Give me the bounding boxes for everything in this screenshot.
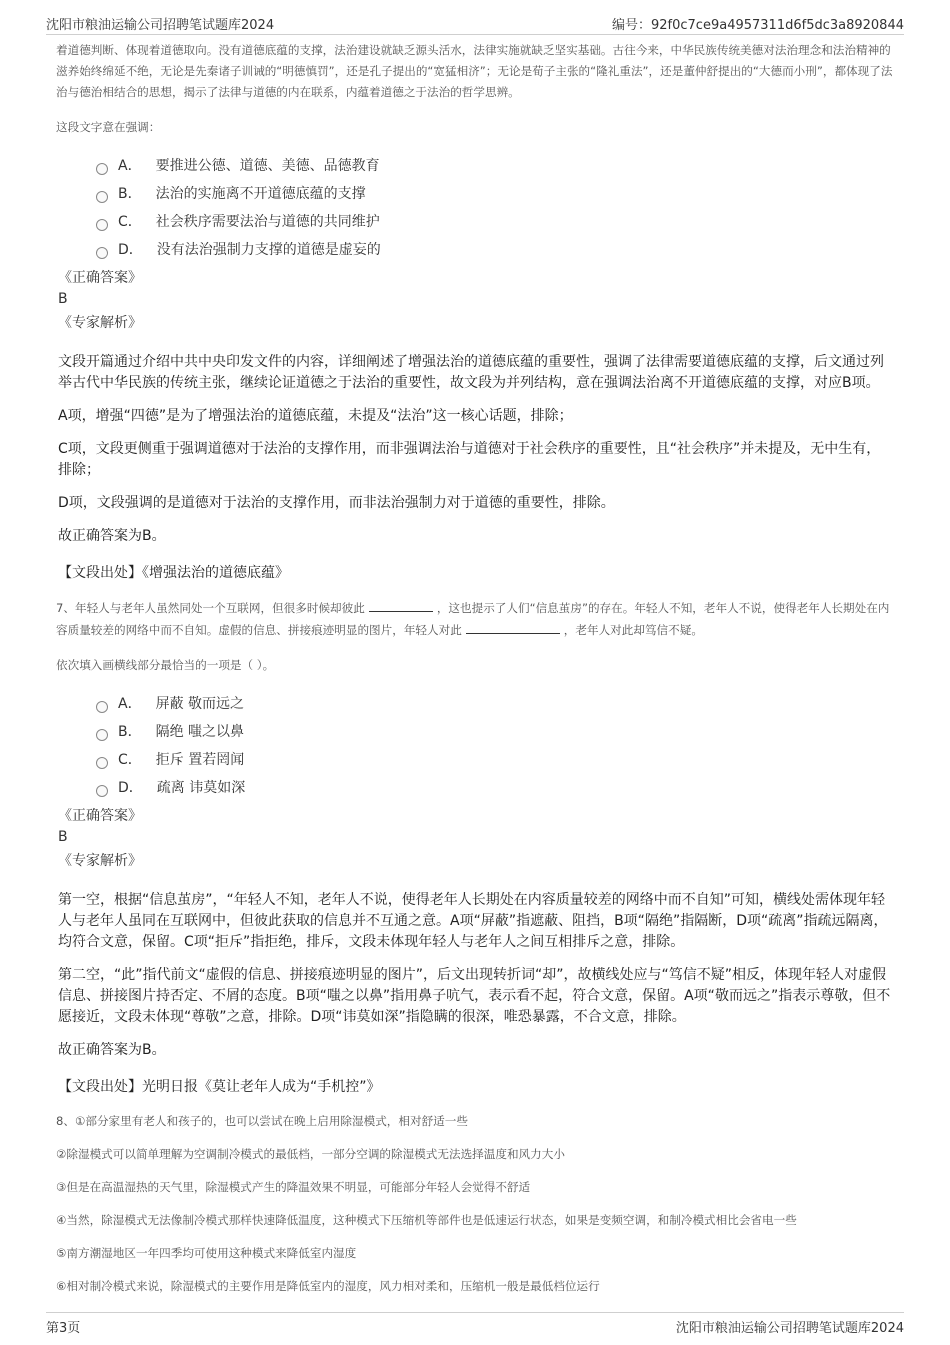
q8-item-6: ⑥相对制冷模式来说，除湿模式的主要作用是降低室内的湿度，风力相对柔和，压缩机一般是最低档位运行 [56,1279,600,1293]
q6-ask: 这段文字意在强调： [56,120,161,134]
q6-option-a[interactable]: A． 要推进公德、道德、美德、品德教育 [96,152,894,180]
header-title: 沈阳市粮油运输公司招聘笔试题库2024 [46,18,275,33]
footer-title: 沈阳市粮油运输公司招聘笔试题库2024 [675,1321,904,1336]
page-footer [46,1312,904,1337]
radio-icon[interactable] [96,191,108,203]
q7-option-a[interactable]: A． 屏蔽 敬而远之 [96,690,894,718]
q6-source: 【文段出处】《增强法治的道德底蕴》 [58,565,289,581]
q6-option-b[interactable]: B． 法治的实施离不开道德底蕴的支撑 [96,180,894,208]
radio-icon[interactable] [96,163,108,175]
q7-option-c[interactable]: C． 拒斥 置若罔闻 [96,746,894,774]
q7-option-b[interactable]: B． 隔绝 嗤之以鼻 [96,718,894,746]
q7-options [96,690,894,802]
q8-item-4: ④当然，除湿模式无法像制冷模式那样快速降低温度，这种模式下压缩机等部件也是低速运行状态，如果是变频空调，和制冷模式相比会省电一些 [56,1213,797,1227]
page-header [46,12,904,35]
blank-line [369,597,433,612]
q6-explanation-4: D项，文段强调的是道德对于法治的支撑作用，而非法治强制力对于道德的重要性，排除。 [58,495,615,511]
q7-explanation-2: 第二空，“此”指代前文“虚假的信息、拼接痕迹明显的图片”，后文出现转折词“却”，故横线处应与“笃信不疑”相反，体现年轻人对虚假信息、拼接图片持否定、不屑的态度。B项“嗤之以鼻”指用鼻子吭气，表示看不起，符合文意，保留。A项“敬而远之”指表示尊敬，但不愿接近，文段未体现“尊敬”之意，排除。D项“讳莫如深”指隐瞒的很深，唯恐暴露，不合文意，排除。 [58,967,891,1025]
q7-answer-label: 《正确答案》 [58,808,142,824]
q8-item-3: ③但是在高温湿热的天气里，除湿模式产生的降温效果不明显，可能部分年轻人会觉得不舒适 [56,1180,531,1194]
q6-option-c[interactable]: C． 社会秩序需要法治与道德的共同维护 [96,208,894,236]
q6-options [96,152,894,264]
q7-explanation-1: 第一空，根据“信息茧房”，“年轻人不知，老年人不说，使得老年人长期处在内容质量较差的网络中而不自知”可知，横线处需体现年轻人与老年人虽同在互联网中，但彼此获取的信息并不互通之意。A项“屏蔽”指遮蔽、阻挡，B项“隔绝”指隔断，D项“疏离”指疏远隔离，均符合文意，保留。C项“拒斥”指拒绝，排斥，文段未体现年轻人与老年人之间互相排斥之意，排除。 [58,892,888,950]
q7-analysis-label: 《专家解析》 [58,853,142,869]
q7-explanation-3: 故正确答案为B。 [58,1042,166,1058]
q8-item-2: ②除湿模式可以简单理解为空调制冷模式的最低档，一部分空调的除湿模式无法选择温度和风力大小 [56,1147,565,1161]
q7-answer: B [58,829,68,845]
q7-option-d[interactable]: D． 疏离 讳莫如深 [96,774,894,802]
document-code: 编号：92f0c7ce9a4957311d6f5dc3a8920844 [612,18,904,33]
q8-item-1: 8、①部分家里有老人和孩子的，也可以尝试在晚上启用除湿模式，相对舒适一些 [56,1114,468,1128]
q6-passage: 着道德判断、体现着道德取向。没有道德底蕴的支撑，法治建设就缺乏源头活水，法律实施就缺乏坚实基础。古往今来，中华民族传统美德对法治理念和法治精神的滋养始终绵延不绝，无论是先秦诸子训诫的“明德慎罚”，还是孔子提出的“宽猛相济”；无论是荀子主张的“隆礼重法”，还是董仲舒提出的“大德而小刑”，都体现了法治与德治相结合的思想，揭示了法律与道德的内在联系，内蕴着道德之于法治的哲学思辨。 [56,43,893,99]
page-number: 第3页 [46,1321,81,1336]
q6-analysis-label: 《专家解析》 [58,315,142,331]
q7-ask: 依次填入画横线部分最恰当的一项是（ ）。 [56,658,275,672]
q6-answer: B [58,291,68,307]
radio-icon[interactable] [96,757,108,769]
radio-icon[interactable] [96,219,108,231]
radio-icon[interactable] [96,729,108,741]
q7-source: 【文段出处】光明日报《莫让老年人成为“手机控”》 [58,1079,381,1095]
radio-icon[interactable] [96,247,108,259]
q6-explanation-1: 文段开篇通过介绍中共中央印发文件的内容，详细阐述了增强法治的道德底蕴的重要性，强调了法律需要道德底蕴的支撑，后文通过列举古代中华民族的传统主张，继续论证道德之于法治的重要性，故文段为并列结构，意在强调法治离不开道德底蕴的支撑，对应B项。 [58,354,884,391]
q6-answer-label: 《正确答案》 [58,270,142,286]
q6-explanation-3: C项，文段更侧重于强调道德对于法治的支撑作用，而非强调法治与道德对于社会秩序的重要性，且“社会秩序”并未提及，无中生有，排除； [58,441,881,478]
q6-explanation-5: 故正确答案为B。 [58,528,166,544]
page-content [56,40,894,1296]
radio-icon[interactable] [96,701,108,713]
radio-icon[interactable] [96,785,108,797]
q7-stem: 7、年轻人与老年人虽然同处一个互联网，但很多时候却彼此 ，这也提示了人们“信息茧房”的存在。年轻人不知，老年人不说，使得老年人长期处在内容质量较差的网络中而不自知。虚假的信息、拼接痕迹明显的图片，年轻人对此 ，老年人对此却笃信不疑。 [56,597,894,641]
q6-explanation-2: A项，增强“四德”是为了增强法治的道德底蕴，未提及“法治”这一核心话题，排除； [58,408,573,424]
q6-option-d[interactable]: D． 没有法治强制力支撑的道德是虚妄的 [96,236,894,264]
blank-line [466,619,560,634]
q8-item-5: ⑤南方潮湿地区一年四季均可使用这种模式来降低室内湿度 [56,1246,357,1260]
